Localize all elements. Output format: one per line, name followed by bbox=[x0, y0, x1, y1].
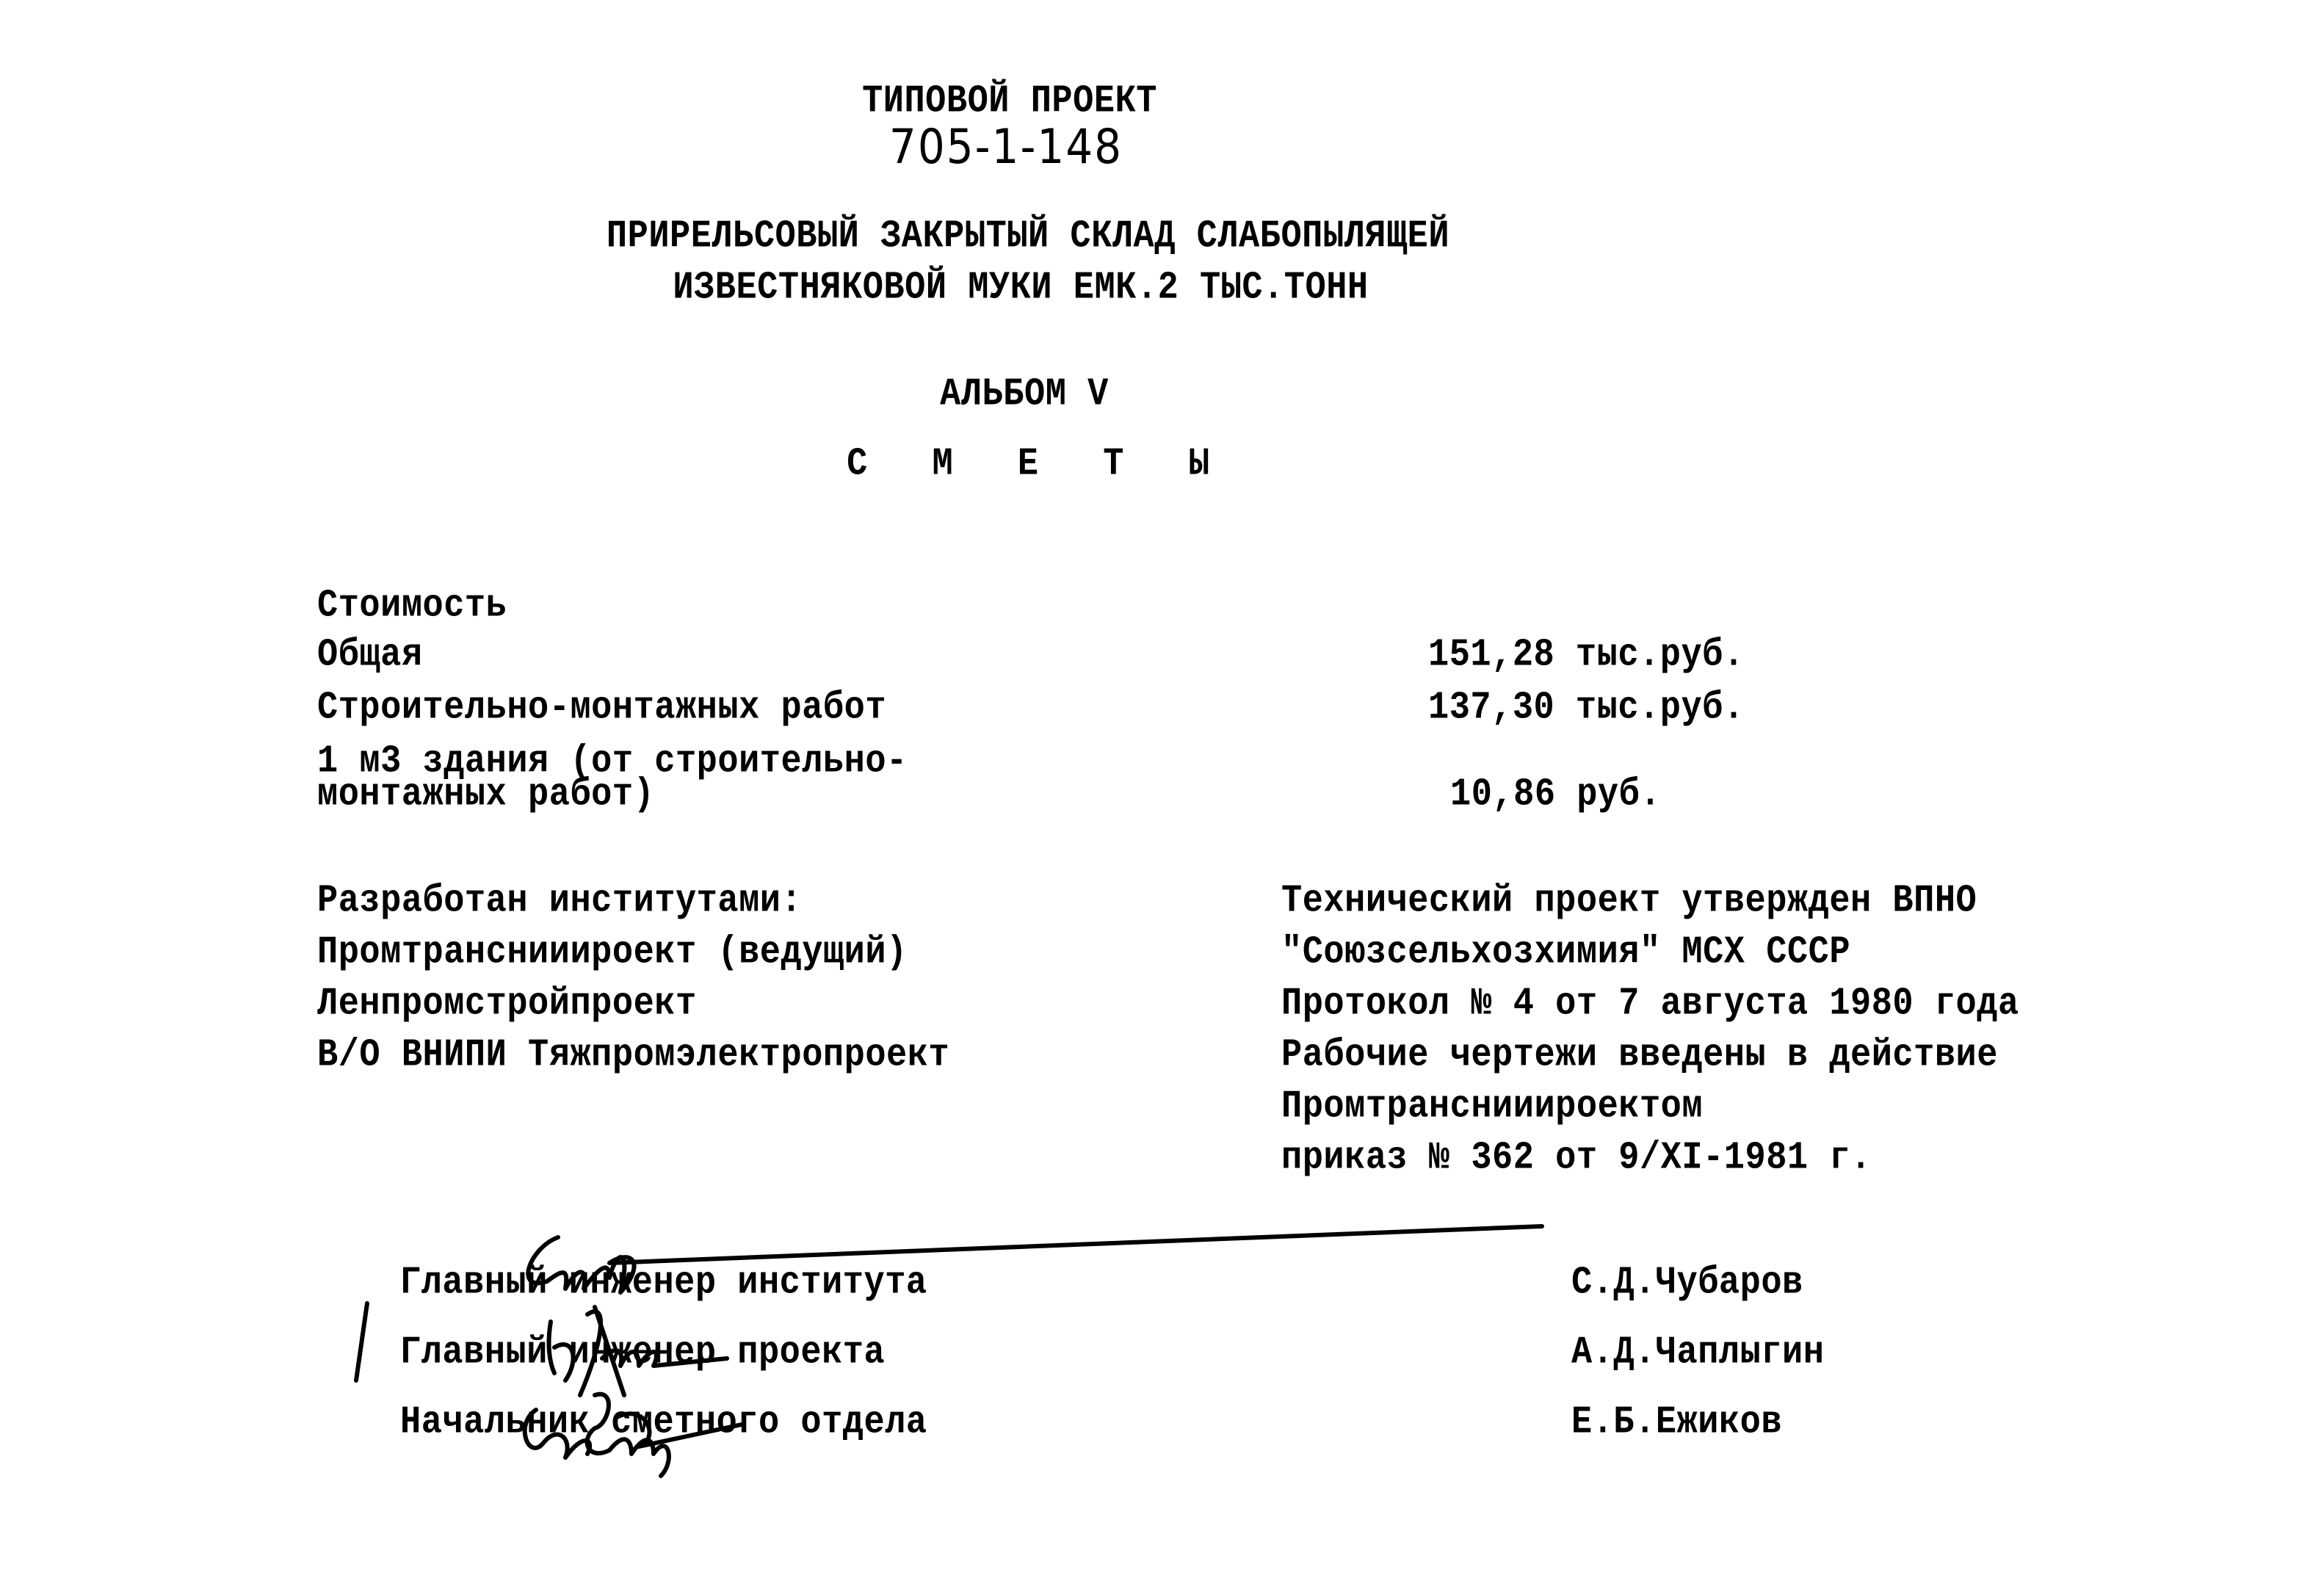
project-number: 705-1-148 bbox=[888, 118, 1123, 175]
signature-chubarov bbox=[528, 1226, 1542, 1292]
developers-heading: Разработан институтами: bbox=[317, 880, 803, 924]
developer-item: Ленпромстройпроект bbox=[317, 982, 697, 1027]
cost-label-total: Общая bbox=[317, 634, 423, 678]
cost-heading: Стоимость bbox=[317, 584, 507, 629]
signature-name: Е.Б.Ежиков bbox=[1571, 1401, 1783, 1445]
approval-line: Протокол № 4 от 7 августа 1980 года bbox=[1281, 982, 2019, 1027]
doc-type: ТИПОВОЙ ПРОЕКТ bbox=[862, 80, 1157, 124]
cost-value-per-m3: 10,86 руб. bbox=[1450, 773, 1662, 817]
section-title: С М Е Т Ы bbox=[847, 443, 1231, 487]
margin-slash-mark bbox=[356, 1303, 367, 1380]
approval-line: приказ № 362 от 9/XI-1981 г. bbox=[1281, 1137, 1872, 1181]
cost-label-construction: Строительно-монтажных работ bbox=[317, 687, 887, 731]
signature-role: Главный инженер института bbox=[400, 1262, 927, 1306]
cost-label-per-m3-line2: монтажных работ) bbox=[317, 773, 655, 817]
signature-chaplygin bbox=[549, 1307, 727, 1395]
cost-value-construction: 137,30 тыс.руб. bbox=[1428, 687, 1745, 731]
signature-name: А.Д.Чаплыгин bbox=[1571, 1331, 1825, 1375]
signature-name: С.Д.Чубаров bbox=[1571, 1262, 1803, 1306]
approval-line: Рабочие чертежи введены в действие bbox=[1281, 1034, 1998, 1078]
signature-ezhikov bbox=[525, 1394, 742, 1476]
album-label: АЛЬБОМ V bbox=[940, 373, 1109, 417]
signature-role: Начальник сметного отдела bbox=[400, 1401, 927, 1445]
developer-item: Промтранснииироект (ведущий) bbox=[317, 931, 908, 975]
developer-item: В/О ВНИПИ Тяжпромэлектропроект bbox=[317, 1034, 950, 1078]
title-line-1: ПРИРЕЛЬСОВЫЙ ЗАКРЫТЫЙ СКЛАД СЛАБОПЫЛЯЩЕЙ bbox=[606, 215, 1450, 259]
signature-role: Главный инженер проекта bbox=[400, 1331, 886, 1375]
cost-value-total: 151,28 тыс.руб. bbox=[1428, 634, 1745, 678]
approval-line: Промтранснииироектом bbox=[1281, 1085, 1704, 1129]
title-line-2: ИЗВЕСТНЯКОВОЙ МУКИ ЕМК.2 ТЫС.ТОНН bbox=[673, 267, 1369, 311]
approval-line: Технический проект утвержден ВПНО bbox=[1281, 880, 1977, 924]
approval-line: "Союзсельхозхимия" МСХ СССР bbox=[1281, 931, 1851, 975]
cost-label-per-m3-line1: 1 м3 здания (от строительно- bbox=[317, 740, 908, 784]
